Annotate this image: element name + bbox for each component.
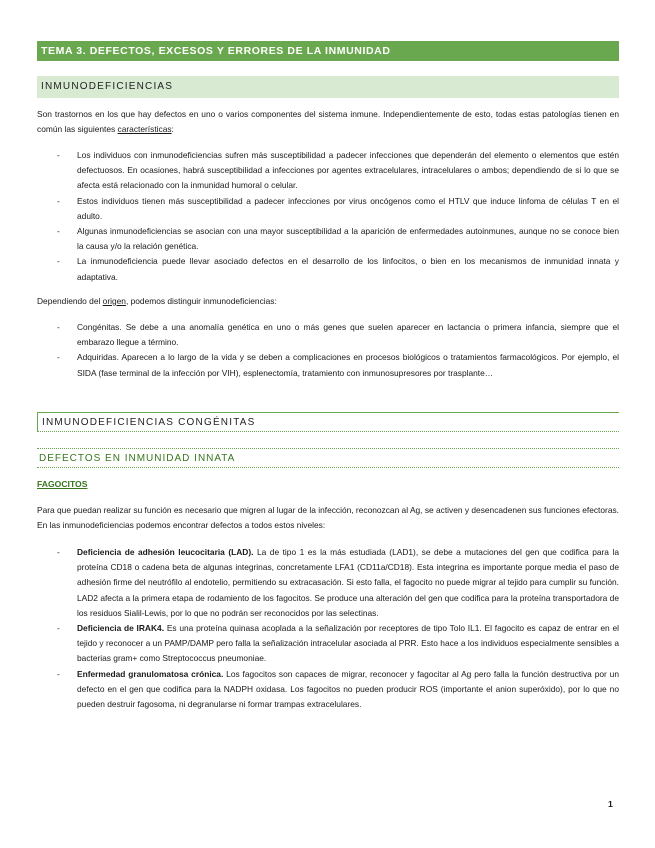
list-item: - Adquiridas. Aparecen a lo largo de la vida y se deben a complicaciones en procesos biológicos o tratamientos farmacológicos. Por ejemplo, el SIDA (fase terminal de la infección por VIH), esplenectomía, tratamiento con inmunosupresores por trasplante… — [57, 352, 619, 378]
section-heading-inmunodeficiencias: INMUNODEFICIENCIAS — [37, 76, 619, 98]
caracteristicas-link: características — [117, 124, 172, 135]
origin-list — [37, 320, 619, 381]
list-item: - Deficiencia de adhesión leucocitaria (LAD). La de tipo 1 es la más estudiada (LAD1), se debe a mutaciones del gen que codifica para la proteína CD18 o cadena beta de algunas integrinas, concretamente LFA1 (CD11a/CD18). Esta integrina es importante porque media el paso de adhesión firme del neutrófilo al endotelio, permitiendo su extracasación. Si esto falla, el fagocito no puede migrar al tejido para cumplir su función. LAD2 afecta a la primera etapa de rodamiento de los fagocitos. Se produce una alteración del gen que codifica para la proteína transportadora de los residuos Sialil-Lewis, por lo que no podrán ser reconocidos por las selectinas. — [57, 547, 619, 618]
document-title: TEMA 3. DEFECTOS, EXCESOS Y ERRORES DE LA INMUNIDAD — [37, 41, 619, 61]
item-lead: Deficiencia de adhesión leucocitaria (LAD). — [77, 547, 254, 557]
list-item: - La inmunodeficiencia puede llevar asociado defectos en el desarrollo de los linfocitos, o bien en los mecanismos de inmunidad innata y adaptativa. — [57, 256, 619, 282]
item-lead: Deficiencia de IRAK4. — [77, 623, 165, 634]
list-item: - Estos individuos tienen más susceptibilidad a padecer infecciones por virus oncógenos como el HTLV que induce linfoma de células T en el adulto. — [57, 195, 619, 221]
list-item: - Los individuos con inmunodeficiencias sufren más susceptibilidad a padecer infecciones que dependerán del elemento o elementos que estén defectuosos. En ocasiones, habrá susceptibilidad a infecciones por agentes extracelulares, intracelulares o ambos; dependiendo de si lo que se afecta está relacionado con la inmunidad humoral o celular. — [57, 150, 619, 191]
origin-text-end: , podemos distinguir inmunodeficiencias: — [125, 296, 277, 306]
list-item-text: La inmunodeficiencia puede llevar asociado defectos en el desarrollo de los linfocitos, o bien en los mecanismos de inmunidad innata y adaptativa. — [77, 256, 619, 282]
fagocitos-list — [37, 545, 619, 712]
list-item: - Algunas inmunodeficiencias se asocian con una mayor susceptibilidad a la aparición de enfermedades autoinmunes, aunque no se conoce bien la causa y/o la relación genética. — [57, 226, 619, 252]
item-text: La de tipo 1 es la más estudiada (LAD1), se debe a mutaciones del gen que codifica para la proteína CD18 o cadena beta de algunas integrinas, concretamente LFA1 (CD11a/CD18). Esta integrina es importante porque media el paso de adhesión firme del neutrófilo al endotelio, permitiendo su extracasación. Si esto falla, el fagocito no puede migrar al tejido para cumplir su función. LAD2 afecta a la primera etapa de rodamiento de los fagocitos. Se produce una alteración del gen que codifica para la proteína transportadora de los residuos Sialil-Lewis, por lo que no podrán ser reconocidos por las selectinas. — [77, 547, 619, 618]
list-item-text: Algunas inmunodeficiencias se asocian con una mayor susceptibilidad a la aparición de enfermedades autoinmunes, aunque no se conoce bien la causa y/o la relación genética. — [77, 226, 619, 252]
section-heading-innata: DEFECTOS EN INMUNIDAD INNATA — [37, 448, 619, 468]
list-item: - Congénitas. Se debe a una anomalía genética en uno o más genes que suelen aparecer en lactancia o primera infancia, siempre que el embarazo llegue a término. — [57, 322, 619, 348]
intro-colon: : — [171, 124, 174, 135]
item-lead: Enfermedad granulomatosa crónica. — [77, 668, 224, 679]
intro-paragraph — [37, 107, 619, 137]
section-heading-congenitas: INMUNODEFICIENCIAS CONGÉNITAS — [37, 412, 619, 432]
origin-paragraph — [37, 294, 619, 309]
list-item-text: Congénitas. Se debe a una anomalía genética en uno o más genes que suelen aparecer en lactancia o primera infancia, siempre que el embarazo llegue a término. — [77, 322, 619, 348]
list-item: - Enfermedad granulomatosa crónica. Los fagocitos son capaces de migrar, reconocer y fagocitar al Ag pero falla la función destructiva por un defecto en el gen que codifica para la NADPH oxidasa. Los fagocitos no pueden producir ROS (importante el anion superóxido), por lo que no pueden destruir fagosoma, ni degranularse ni formar trampas extracelulares. — [57, 668, 619, 710]
intro-text: Son trastornos en los que hay defectos en uno o varios componentes del sistema inmune. Independientemente de esto, todas estas patologías tienen en común las siguientes — [37, 109, 619, 135]
list-item-text: Adquiridas. Aparecen a lo largo de la vida y se deben a complicaciones en procesos biológicos o tratamientos farmacológicos. Por ejemplo, el SIDA (fase terminal de la infección por VIH), esplenectomía, tratamiento con inmunosupresores por trasplante… — [77, 352, 619, 378]
item-text: Es una proteína quinasa acoplada a la señalización por receptores de tipo Tolo IL1. El fagocito es capaz de entrar en el tejido y reconocer a un PAMP/DAMP pero falla la señalización intracelular asociada al PRR. Esto hace a los individuos especialmente sensibles a bacterias gram+ como Streptococcus pneumoniae. — [77, 623, 619, 664]
list-item: - Deficiencia de IRAK4. Es una proteína quinasa acoplada a la señalización por receptores de tipo Tolo IL1. El fagocito es capaz de entrar en el tejido y reconocer a un PAMP/DAMP pero falla la señalización intracelular asociada al PRR. Esto hace a los individuos especialmente sensibles a bacterias gram+ como Streptococcus pneumoniae. — [57, 623, 619, 664]
origin-text: Dependiendo del — [37, 296, 103, 306]
fagocitos-intro: Para que puedan realizar su función es necesario que migren al lugar de la infección, reconozcan al Ag, se activen y desencadenen sus funciones efectoras. En las inmunodeficiencias podemos encontrar defectos a todos estos niveles: — [37, 505, 619, 531]
subheading-fagocitos: FAGOCITOS — [37, 479, 88, 489]
page-number: 1 — [608, 799, 613, 809]
origen-link: origen — [102, 296, 126, 306]
item-text: Los fagocitos son capaces de migrar, reconocer y fagocitar al Ag pero falla la función destructiva por un defecto en el gen que codifica para la NADPH oxidasa. Los fagocitos no pueden producir ROS (importante el anion superóxido), por lo que no pueden destruir fagosoma, ni degranularse ni formar trampas extracelulares. — [77, 668, 619, 710]
list-item-text: Los individuos con inmunodeficiencias sufren más susceptibilidad a padecer infecciones que dependerán del elemento o elementos que estén defectuosos. En ocasiones, habrá susceptibilidad a infecciones por agentes extracelulares, intracelulares o ambos; dependiendo de si lo que se afecta está relacionado con la inmunidad humoral o celular. — [77, 150, 619, 191]
list-item-text: Estos individuos tienen más susceptibilidad a padecer infecciones por virus oncógenos como el HTLV que induce linfoma de células T en el adulto. — [77, 195, 619, 221]
characteristics-list — [37, 148, 619, 285]
